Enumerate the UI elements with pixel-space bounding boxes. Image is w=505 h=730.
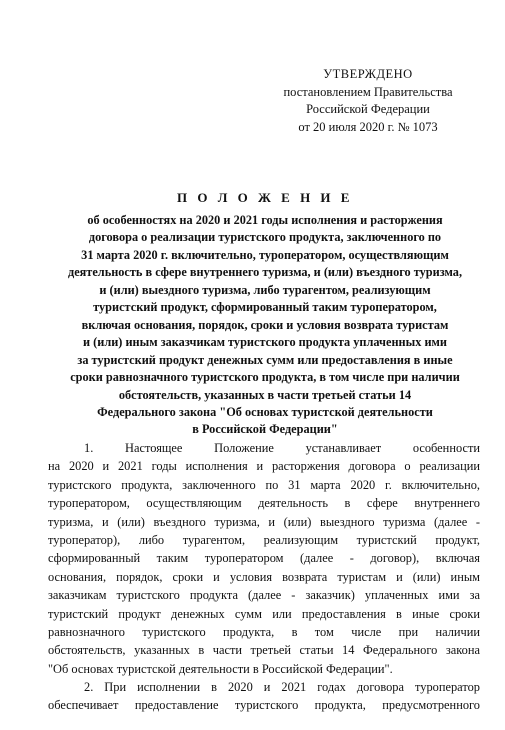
paragraph-line: сформированный таким туроператором (далее - договор), включая [48,551,480,566]
approval-line: Российской Федерации [306,102,430,116]
subtitle-line: и (или) выездного туризма, либо турагентом, реализующим [99,282,431,297]
subtitle-line: обстоятельств, указанных в части третьей статьи 14 [118,387,412,402]
paragraph-line: обеспечивает предоставление туристского продукта, предусмотренного [48,698,480,713]
document-body [48,439,480,715]
paragraph-line: основания, порядок, сроки и условия возврата туристам и (или) иным [48,569,480,584]
approval-stamp [268,66,468,136]
paragraph-line: туристский продукт денежных сумм или предоставления в иные сроки [48,606,480,621]
subtitle-line: и (или) иным заказчикам туристского продукта уплаченных ими [82,335,447,350]
paragraph-line: "Об основах туристской деятельности в Российской Федерации". [48,661,393,676]
subtitle-line: деятельность в сфере внутреннего туризма, и (или) въездного туризма, [67,265,463,280]
document-subtitle [30,212,500,439]
subtitle-line: сроки равнозначного туристского продукта, в том числе при наличии [70,370,460,385]
approval-line: от 20 июля 2020 г. № 1073 [298,119,438,134]
paragraph-1 [48,439,480,678]
paragraph-line: туристского продукта, заключенного по 31 марта 2020 г. включительно, [48,477,480,492]
subtitle-line: 31 марта 2020 г. включительно, туроператором, осуществляющим [81,247,449,262]
paragraph-line: 1. Настоящее Положение устанавливает особенности [84,441,480,455]
subtitle-line: Федерального закона "Об основах туристской деятельности [97,404,433,419]
paragraph-line: обстоятельств, указанных в части третьей статьи 14 Федерального закона [48,643,480,658]
subtitle-line: включая основания, порядок, сроки и условия возврата туристам [81,317,449,332]
paragraph-line: туризма, и (или) въездного туризма, и (или) выездного туризма (далее - [48,514,480,529]
document-heading: П О Л О Ж Е Н И Е [177,190,353,205]
subtitle-line: в Российской Федерации" [192,422,338,437]
subtitle-line: за туристский продукт денежных сумм или предоставления в иные [77,352,453,367]
subtitle-line: туристский продукт, сформированный таким туроператором, [93,300,437,315]
paragraph-line: туроператором, осуществляющим деятельность в сфере внутреннего [48,496,480,511]
paragraph-line: на 2020 и 2021 годы исполнения и расторжения договора о реализации [48,459,480,474]
paragraph-line: равнозначного туристского продукта, в том числе при наличии [48,624,480,639]
subtitle-line: об особенностях на 2020 и 2021 годы исполнения и расторжения [87,213,443,227]
approval-line: постановлением Правительства [283,84,453,99]
paragraph-line: заказчикам туристского продукта (далее - заказчик) уплаченных ими за [48,588,480,603]
approval-word: УТВЕРЖДЕНО [323,67,413,81]
paragraph-line: туроператор), либо турагентом, реализующим туристский продукт, [48,532,480,547]
paragraph-2 [48,678,480,715]
paragraph-line: 2. При исполнении в 2020 и 2021 годах договора туроператор [84,680,480,695]
subtitle-line: договора о реализации туристского продукта, заключенного по [88,230,442,245]
